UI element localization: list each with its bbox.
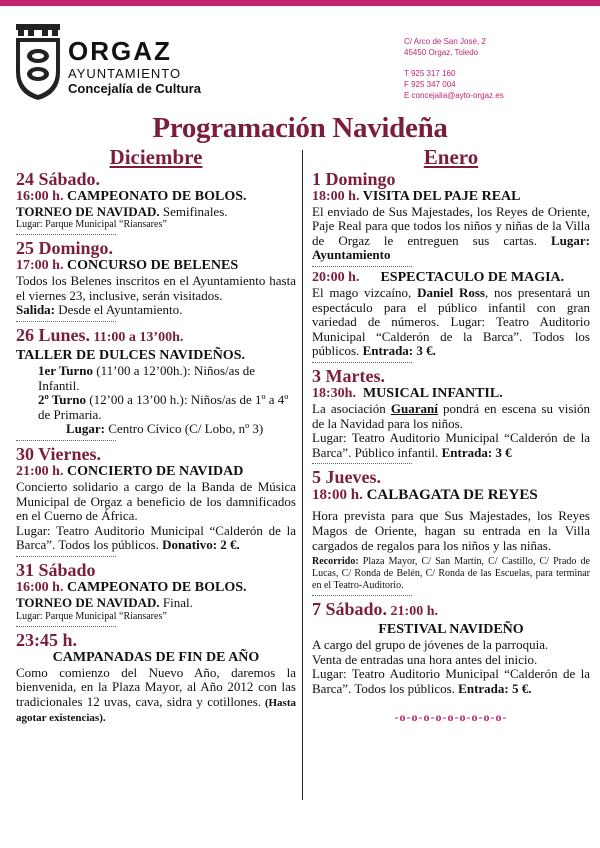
event-7: FESTIVAL NAVIDEÑO [378,622,524,638]
january-column [312,145,591,725]
event-description: El mago vizcaíno, Daniel Ross, nos presentará un espectáculo para el público infantil con gran variedad de números. Lugar: Teatro Auditorio Municipal “Calderón de la Barca”. Todos los públicos. Entrada: 3 €. [312,284,591,359]
event-description: Todos los Belenes inscritos en el Ayuntamiento hasta el viernes 23, inclusive, serán visitados. [16,273,296,303]
event-1b: 20:00 h. ESPECTACULO DE MAGIA. [312,269,565,285]
turn-1: 1er Turno (11’00 a 12’00h.): Niños/as de Infantil. [38,362,256,393]
event-26: TALLER DE DULCES NAVIDEÑOS. [16,347,245,363]
day-heading-3: 3 Martes. [312,365,385,386]
event-place: Lugar: Centro Cívico (C/ Lobo, nº 3) [66,421,264,437]
day-heading-31: 31 Sábado [16,559,96,580]
phone: T 925 317 160 [404,69,456,78]
event-description-2: Venta de entradas una hora antes del inicio. [312,651,538,667]
fax: F 925 347 004 [404,80,456,89]
event-place: Lugar: Parque Municipal “Riansares” [16,610,167,622]
separator [16,321,116,322]
event-place: Lugar: Teatro Auditorio Municipal “Calderón de la Barca”. Todos los públicos. Donativo: 2 €. [16,522,296,553]
end-ornament: -o-o-o-o-o-o-o-o-o- [394,710,508,725]
address-line-1: C/ Arco de San José, 2 [404,37,486,46]
event-5: 18:00 h. CALBAGATA DE REYES [312,487,538,504]
separator [16,626,116,627]
event-title: CAMPEONATO DE BOLOS. [66,188,247,204]
event-salida: Salida: Desde el Ayuntamiento. [16,302,183,318]
event-place: Lugar: Teatro Auditorio Municipal “Calderón de la Barca”. Todos los públicos. Entrada: 5 €. [312,666,590,696]
day-heading-24: 24 Sábado. [16,168,101,189]
month-heading-enero: Enero [423,145,479,169]
coat-of-arms-logo [14,24,62,100]
day-heading-7: 7 Sábado. 21:00 h. [312,599,438,620]
org-name: ORGAZ [68,36,172,66]
day-heading-25: 25 Domingo. [16,238,114,259]
ayuntamiento-label: AYUNTAMIENTO [68,66,182,81]
institution-brand [68,38,201,97]
event-subtitle: TORNEO DE NAVIDAD. Final. [16,594,193,610]
month-heading-diciembre: Diciembre [109,145,203,169]
event-time: 16:00 h. [16,188,64,204]
parade-route: Recorrido: Plaza Mayor, C/ San Martín, C/ Castillo, C/ Prado de Lucas, C/ Ronda de Belén, C/ Ronda de las Escuelas, para terminar en el Teatro-Auditorio. [312,556,590,592]
event-31: 16:00 h. CAMPEONATO DE BOLOS. [16,579,247,595]
event-description: Hora prevista para que Sus Majestades, los Reyes Magos de Oriente, hagan su entrada en la Villa cargados de regalos para los niños y las niñas. [312,508,590,553]
event-description: El enviado de Sus Majestades, los Reyes de Oriente, Paje Real para que todos los niños y niñas de la Villa de Orgaz le entreguen sus cartas. Lugar: Ayuntamiento [312,203,591,263]
separator [16,556,116,557]
day-heading-26: 26 Lunes. 11:00 a 13’00h. [16,324,184,345]
nye-time: 23:45 h. [16,629,78,650]
event-1: 18:00 h. VISITA DEL PAJE REAL [312,188,521,204]
separator [312,463,412,464]
event-30: 21:00 h. CONCIERTO DE NAVIDAD [16,463,244,479]
event-description: Como comienzo del Nuevo Año, daremos la bienvenida, en la Plaza Mayor, al Año 2012 con las tradicionales 12 uvas, cava, sidra y cotillones. (Hasta agotar existencias). [16,664,296,725]
page-title: Programación Navideña [152,112,448,144]
column-divider [302,150,303,800]
contact-info [404,36,504,101]
event-subtitle: TORNEO DE NAVIDAD. Semifinales. [16,203,228,219]
day-heading-30: 30 Viernes. [16,443,101,464]
day-heading-5: 5 Jueves. [312,467,381,488]
separator [312,362,412,363]
address-line-2: 45450 Orgaz, Toledo [404,48,479,57]
event-place: Lugar: Parque Municipal “Riansares” [16,219,167,231]
day-heading-1: 1 Domingo [312,168,396,189]
event-24 [16,189,296,205]
separator [16,234,116,235]
event-description: Concierto solidario a cargo de la Banda de Música Municipal de Orgaz a beneficio de los damnificados en el Cuerno de África. [16,478,296,524]
top-accent-bar [0,0,600,6]
event-place: Lugar: Teatro Auditorio Municipal “Calderón de la Barca”. Público infantil. Entrada: 3 € [312,430,590,460]
email: E concejalia@ayto-orgaz.es [404,91,504,100]
concejalia-label: Concejalía de Cultura [68,81,201,96]
december-column [16,145,296,726]
event-25: 17:00 h. CONCURSO DE BELENES [16,258,239,274]
event-description-1: A cargo del grupo de jóvenes de la parroquia. [312,637,549,653]
event-nye: CAMPANADAS DE FIN DE AÑO [52,649,260,665]
event-3: 18:30h. MUSICAL INFANTIL. [312,385,503,401]
event-description: La asociación Guaraní pondrá en escena su visión de la Navidad para los niños. [312,400,590,431]
turn-2: 2º Turno (12’00 a 13’00 h.): Niños/as de 1º a 4º de Primaria. [38,392,289,422]
separator [312,595,412,596]
separator [16,440,116,441]
separator [312,266,412,267]
